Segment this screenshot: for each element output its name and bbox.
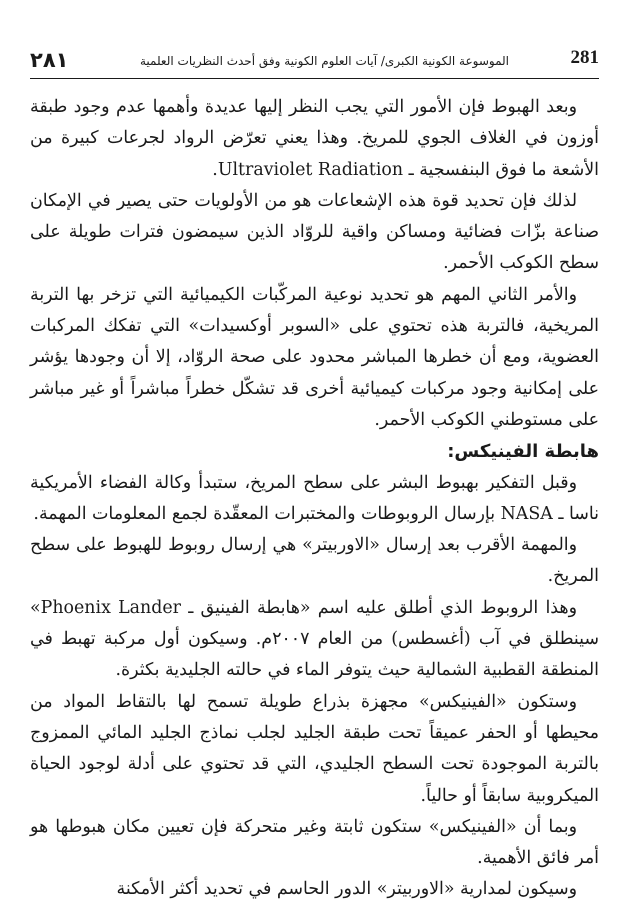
paragraph: والمهمة الأقرب بعد إرسال «الاوربيتر» هي إرسال روبوط للهبوط على سطح المريخ. — [30, 535, 599, 587]
paragraph: وسيكون لمدارية «الاوربيتر» الدور الحاسم في تحديد أكثر الأمكنة — [116, 879, 577, 900]
paragraph: وهذا الروبوط الذي أطلق عليه اسم «هابطة الفينيق ـ Phoenix Lander» سينطلق في آب (أغسطس) من العام ٢٠٠٧م. وسيكون أول مركبة تهبط في المنطقة القطبية الشمالية حيث يتوفر الماء في حالته الجليدية بكثرة. — [30, 597, 599, 681]
paragraph: لذلك فإن تحديد قوة هذه الإشعاعات هو من الأولويات حتى يصير في الإمكان صناعة بزّات فضائية ومساكن واقية للروّاد الذين سيمضون فترات طويلة على سطح الكوكب الأحمر. — [30, 190, 599, 274]
paragraph: وقبل التفكير بهبوط البشر على سطح المريخ، ستبدأ وكالة الفضاء الأمريكية ناسا ـ NASA بإرسال الروبوطات والمختبرات المعقّدة لجمع المعلومات المهمة. — [30, 472, 599, 524]
page-number-latin: 281 — [570, 47, 599, 68]
section-heading: هابطة الفينيكس: — [447, 441, 599, 463]
paragraph: والأمر الثاني المهم هو تحديد نوعية المركّبات الكيميائية التي تزخر بها التربة المريخية، فالتربة هذه تحتوي على «السوبر أوكسيدات» التي تفكك المركبات العضوية، ومع أن خطرها المباشر محدود على صحة الروّاد، إلا أن وجودها يؤشر على إمكانية وجود مركبات كيميائية أخرى قد تشكّل خطراً مباشراً أو غير مباشر على مستوطني الكوكب الأحمر. — [30, 284, 599, 430]
running-title: الموسوعة الكونية الكبرى/ آيات العلوم الكونية وفق أحدث النظريات العلمية — [139, 54, 509, 68]
body-text — [30, 92, 599, 906]
paragraph: وبعد الهبوط فإن الأمور التي يجب النظر إليها عديدة وأهمها عدم وجود طبقة أوزون في الغلاف الجوي للمريخ. وهذا يعني تعرّض الرواد لجرعات كبيرة من الأشعة ما فوق البنفسجية ـ Ultraviolet Radiation. — [30, 97, 599, 180]
paragraph: وبما أن «الفينيكس» ستكون ثابتة وغير متحركة فإن تعيين مكان هبوطها هو أمر فائق الأهمية. — [30, 816, 599, 869]
page-header — [30, 44, 599, 79]
paragraph: وستكون «الفينيكس» مجهزة بذراع طويلة تسمح لها بالتقاط المواد من محيطها أو الحفر عميقاً تحت طبقة الجليد لجلب نماذج الجليد المائي الممزوج بالتربة الموجودة تحت السطح الجليدي، التي قد تحتوي على أدلة لوجود الحياة الميكروبية سابقاً أو حالياً. — [30, 691, 599, 806]
page-number-arabic: ٢٨١ — [30, 48, 69, 72]
